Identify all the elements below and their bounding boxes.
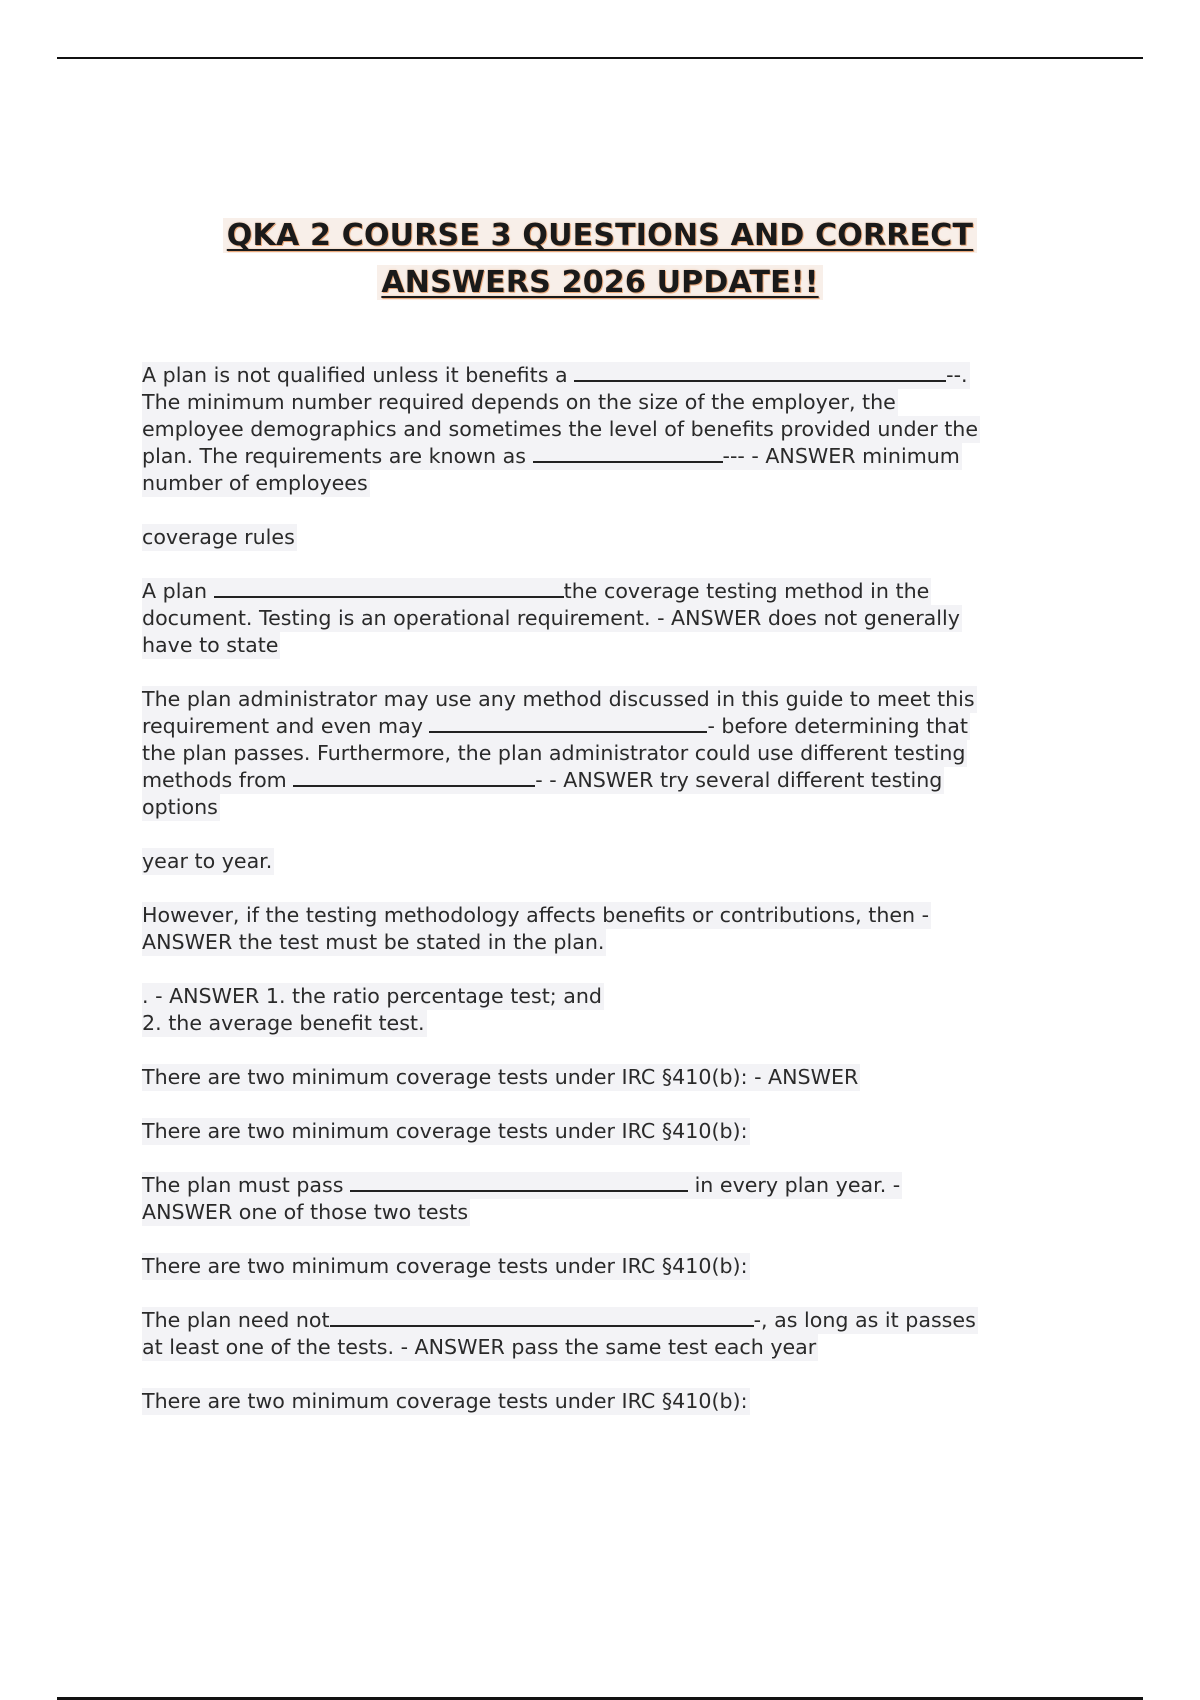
text-line: number of employees [142,471,368,495]
answer-continuation [142,848,1072,875]
text-segment: - before determining that [707,714,968,738]
text-line [142,713,970,740]
fill-blank [350,1173,688,1192]
answer-continuation [142,524,1072,551]
text-line: 2. the average benefit test. [142,1011,425,1035]
text-segment: plan. The requirements are known as [142,444,533,468]
text-line: at least one of the tests. - ANSWER pass the same test each year [142,1335,817,1359]
text-segment: -, as long as it passes [753,1308,976,1332]
text-line: There are two minimum coverage tests under IRC §410(b): [142,1389,748,1413]
text-segment: A plan [142,579,214,603]
fill-blank [429,714,707,733]
text-segment: The plan must pass [142,1173,351,1197]
title-line-2: ANSWERS 2026 UPDATE!! [377,265,822,300]
text-segment: the coverage testing method in the [563,579,930,603]
document-body [142,362,1072,1442]
question-block [142,1064,1072,1091]
question-block [142,1172,1072,1226]
text-line [142,578,931,605]
text-segment: --. [946,363,968,387]
question-block [142,983,1072,1037]
question-block [142,1307,1072,1361]
question-block [142,362,1072,497]
text-line [142,767,944,794]
text-line: There are two minimum coverage tests under IRC §410(b): [142,1254,748,1278]
text-line: year to year. [142,849,273,873]
fill-blank [574,363,946,382]
fill-blank [293,768,535,787]
text-line: coverage rules [142,525,295,549]
text-line: There are two minimum coverage tests under IRC §410(b): - ANSWER [142,1065,859,1089]
fill-blank [533,444,723,463]
text-segment: requirement and even may [142,714,430,738]
question-block [142,1253,1072,1280]
question-block [142,686,1072,821]
text-line [142,1307,978,1334]
text-line [142,443,962,470]
text-line: employee demographics and sometimes the level of benefits provided under the [142,417,979,441]
top-rule [57,57,1143,59]
text-line: . - ANSWER 1. the ratio percentage test; and [142,984,602,1008]
title-line-1: QKA 2 COURSE 3 QUESTIONS AND CORRECT [223,218,977,253]
text-line: have to state [142,633,279,657]
fill-blank [330,1308,754,1327]
text-segment: - - ANSWER try several different testing [535,768,943,792]
question-block [142,902,1072,956]
text-line: There are two minimum coverage tests under IRC §410(b): [142,1119,748,1143]
text-segment: methods from [142,768,294,792]
text-line: The minimum number required depends on the size of the employer, the [142,390,896,414]
text-line: The plan administrator may use any method discussed in this guide to meet this [142,687,975,711]
document-title [0,212,1200,306]
text-segment: --- - ANSWER minimum [722,444,960,468]
text-line: However, if the testing methodology affects benefits or contributions, then - [142,903,930,927]
question-block [142,578,1072,659]
fill-blank [214,579,564,598]
text-segment: The plan need not [142,1308,330,1332]
question-block [142,1388,1072,1415]
text-segment: A plan is not qualified unless it benefits a [142,363,575,387]
question-block [142,1118,1072,1145]
text-line: the plan passes. Furthermore, the plan administrator could use different testing [142,741,966,765]
text-line [142,1172,902,1199]
text-line: ANSWER one of those two tests [142,1200,469,1224]
text-line: ANSWER the test must be stated in the plan. [142,930,605,954]
text-segment: in every plan year. - [688,1173,901,1197]
text-line: options [142,795,218,819]
text-line: document. Testing is an operational requirement. - ANSWER does not generally [142,606,960,630]
text-line [142,362,970,389]
